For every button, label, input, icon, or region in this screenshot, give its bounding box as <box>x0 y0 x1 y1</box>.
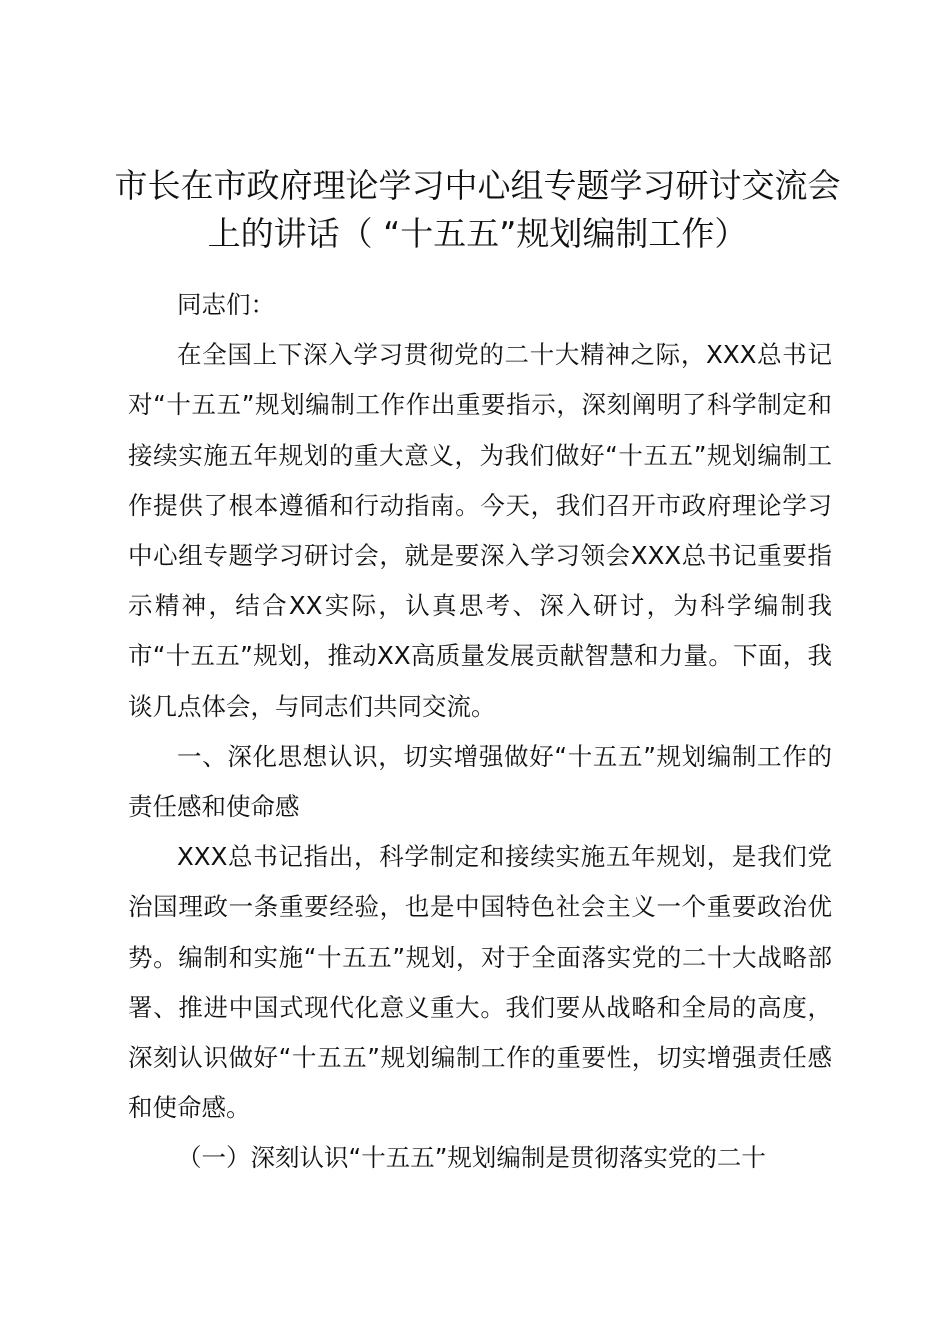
section-1-paragraph: XXX总书记指出，科学制定和接续实施五年规划，是我们党治国理政一条重要经验，也是中国特色社会主义一个重要政治优势。编制和实施“十五五”规划，对于全面落实党的二十大战略部署、推进中国式现代化意义重大。我们要从战略和全局的高度，深刻认识做好“十五五”规划编制工作的重要性，切实增强责任感和使命感。 <box>128 842 832 1123</box>
section-heading-1: 一、深化思想认识，切实增强做好“十五五”规划编制工作的责任感和使命感 <box>128 741 832 822</box>
document-body <box>128 280 832 1184</box>
intro-paragraph: 在全国上下深入学习贯彻党的二十大精神之际，XXX总书记对“十五五”规划编制工作作出重要指示，深刻阐明了科学制定和接续实施五年规划的重大意义，为我们做好“十五五”规划编制工作提供了根本遵循和行动指南。今天，我们召开市政府理论学习中心组专题学习研讨会，就是要深入学习领会XXX总书记重要指示精神，结合XX实际，认真思考、深入研讨，为科学编制我市“十五五”规划，推动XX高质量发展贡献智慧和力量。下面，我谈几点体会，与同志们共同交流。 <box>128 340 832 721</box>
document-title: 市长在市政府理论学习中心组专题学习研讨交流会上的讲话（ “十五五”规划编制工作） <box>114 166 841 253</box>
salutation: 同志们： <box>177 290 275 319</box>
subsection-heading-1: （一）深刻认识“十五五”规划编制是贯彻落实党的二十 <box>177 1143 766 1173</box>
